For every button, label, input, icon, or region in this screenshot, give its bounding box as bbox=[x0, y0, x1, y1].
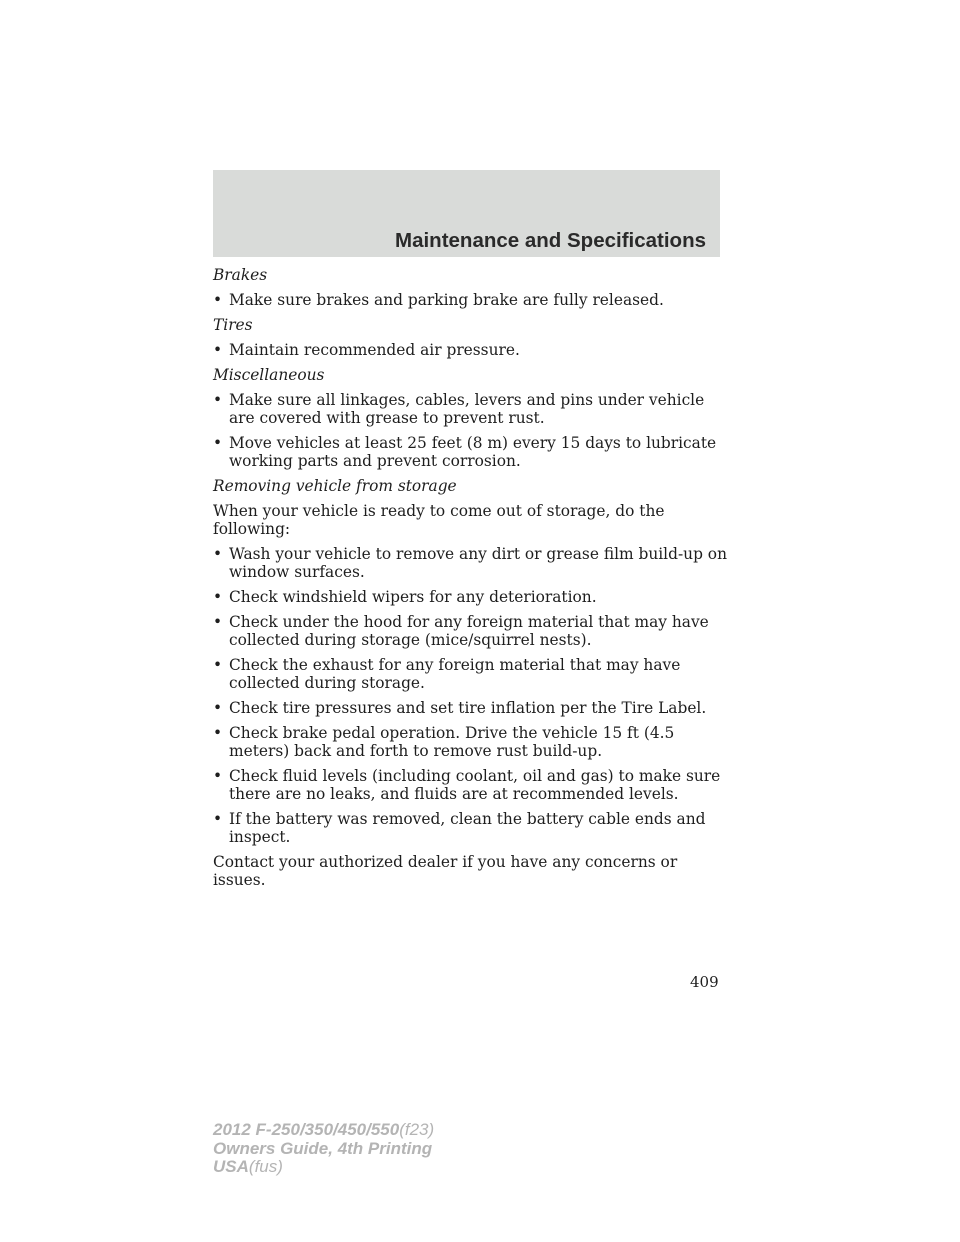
bullet-item bbox=[213, 656, 733, 692]
subhead-tires: Tires bbox=[213, 316, 253, 334]
bullet-text: If the battery was removed, clean the battery cable ends and inspect. bbox=[229, 810, 706, 846]
document-footer bbox=[213, 1121, 434, 1177]
bullet-text: Move vehicles at least 25 feet (8 m) every 15 days to lubricate working parts and prevent corrosion. bbox=[229, 434, 717, 470]
bullet-text: Maintain recommended air pressure. bbox=[229, 341, 520, 359]
section-title: Maintenance and Specifications bbox=[395, 229, 706, 252]
subhead-brakes: Brakes bbox=[213, 266, 268, 284]
bullet-item bbox=[213, 341, 733, 359]
bullet-dot-icon: • bbox=[213, 291, 223, 309]
bullet-item bbox=[213, 545, 733, 581]
bullet-item bbox=[213, 810, 733, 846]
bullet-text: Check fluid levels (including coolant, oil and gas) to make sure there are no leaks, and fluids are at recommended levels. bbox=[229, 767, 721, 803]
bullet-item bbox=[213, 699, 733, 717]
bullet-text: Make sure brakes and parking brake are fully released. bbox=[229, 291, 664, 309]
footer-model: 2012 F-250/350/450/550 bbox=[213, 1120, 400, 1139]
footer-region-line bbox=[213, 1158, 434, 1177]
bullet-dot-icon: • bbox=[213, 724, 223, 742]
bullet-text: Check under the hood for any foreign material that may have collected during storage (mice/squirrel nests). bbox=[229, 613, 709, 649]
bullet-item bbox=[213, 588, 733, 606]
bullet-text: Make sure all linkages, cables, levers and pins under vehicle are covered with grease to prevent rust. bbox=[229, 391, 705, 427]
bullet-text: Check windshield wipers for any deterioration. bbox=[229, 588, 597, 606]
bullet-dot-icon: • bbox=[213, 656, 223, 674]
bullet-item bbox=[213, 291, 733, 309]
bullet-text: Check tire pressures and set tire inflation per the Tire Label. bbox=[229, 699, 707, 717]
footer-model-code: (f23) bbox=[399, 1120, 435, 1139]
page-number: 409 bbox=[690, 973, 719, 991]
bullet-item bbox=[213, 391, 733, 427]
section-header-band bbox=[213, 170, 720, 257]
footer-edition-line: Owners Guide, 4th Printing bbox=[213, 1138, 433, 1158]
bullet-dot-icon: • bbox=[213, 767, 223, 785]
page-content bbox=[213, 266, 733, 896]
bullet-dot-icon: • bbox=[213, 699, 223, 717]
intro-paragraph: When your vehicle is ready to come out of storage, do the following: bbox=[213, 502, 665, 538]
bullet-dot-icon: • bbox=[213, 391, 223, 409]
bullet-text: Wash your vehicle to remove any dirt or grease film build-up on window surfaces. bbox=[229, 545, 727, 581]
bullet-text: Check the exhaust for any foreign material that may have collected during storage. bbox=[229, 656, 681, 692]
footer-model-line bbox=[213, 1121, 434, 1140]
bullet-dot-icon: • bbox=[213, 810, 223, 828]
bullet-text: Check brake pedal operation. Drive the vehicle 15 ft (4.5 meters) back and forth to remove rust build-up. bbox=[229, 724, 675, 760]
subhead-miscellaneous: Miscellaneous bbox=[213, 366, 325, 384]
bullet-dot-icon: • bbox=[213, 613, 223, 631]
footer-region-code: (fus) bbox=[248, 1157, 283, 1176]
bullet-item bbox=[213, 767, 733, 803]
bullet-dot-icon: • bbox=[213, 588, 223, 606]
closing-paragraph: Contact your authorized dealer if you have any concerns or issues. bbox=[213, 853, 678, 889]
footer-region: USA bbox=[213, 1157, 249, 1176]
bullet-dot-icon: • bbox=[213, 341, 223, 359]
subhead-removing-from-storage: Removing vehicle from storage bbox=[213, 477, 457, 495]
bullet-dot-icon: • bbox=[213, 545, 223, 563]
bullet-dot-icon: • bbox=[213, 434, 223, 452]
bullet-item bbox=[213, 724, 733, 760]
bullet-item bbox=[213, 434, 733, 470]
bullet-item bbox=[213, 613, 733, 649]
